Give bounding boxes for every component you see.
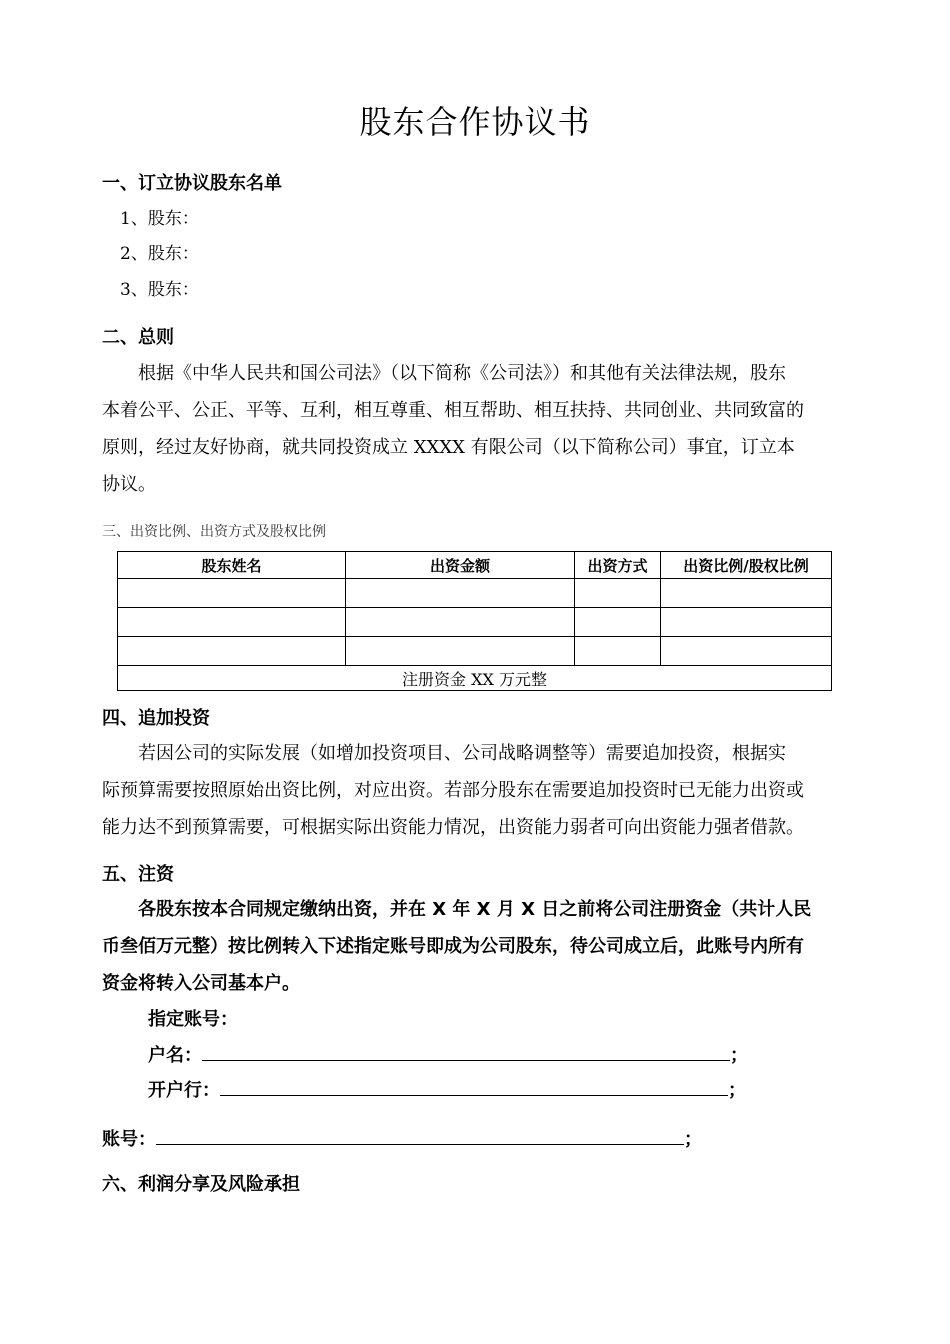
paragraph-line: 本着公平、公正、平等、互利，相互尊重、相互帮助、相互扶持、共同创业、共同致富的 [102, 400, 804, 421]
table-header-row [118, 552, 832, 579]
paragraph-line: 币叁佰万元整）按比例转入下述指定账号即成为公司股东，待公司成立后，此账号内所有 [102, 936, 804, 957]
account-number-row [102, 1125, 702, 1153]
section-2-heading: 二、总则 [102, 327, 174, 348]
paragraph-line: 资金将转入公司基本户。 [102, 973, 300, 994]
bank-blank[interactable] [220, 1076, 728, 1096]
line-end-semicolon: ； [728, 1080, 746, 1101]
paragraph-line: 际预算需要按照原始出资比例，对应出资。若部分股东在需要追加投资时已无能力出资或 [102, 780, 804, 801]
bank-label: 开户行： [148, 1080, 220, 1101]
shareholder-item-2: 2、股东： [120, 244, 199, 264]
table-row [118, 579, 832, 608]
table-cell [118, 637, 346, 666]
table-cell [575, 579, 661, 608]
paragraph-line: 各股东按本合同规定缴纳出资，并在 X 年 X 月 X 日之前将公司注册资金（共计人民 [102, 899, 812, 920]
line-end-semicolon: ； [730, 1045, 748, 1066]
header-contribution-method: 出资方式 [575, 552, 661, 579]
paragraph-line: 根据《中华人民共和国公司法》（以下简称《公司法》）和其他有关法律法规，股东 [102, 363, 786, 384]
line-end-semicolon: ； [684, 1129, 702, 1150]
table-cell [346, 608, 575, 637]
table-cell [661, 637, 832, 666]
account-number-label: 账号： [102, 1129, 156, 1150]
table-cell [346, 579, 575, 608]
section-6-heading: 六、利润分享及风险承担 [102, 1174, 300, 1195]
table-cell [118, 579, 346, 608]
account-name-blank[interactable] [202, 1041, 730, 1061]
general-principles-paragraph [102, 355, 848, 503]
table-cell [661, 579, 832, 608]
table-cell [118, 608, 346, 637]
additional-investment-paragraph [102, 735, 848, 846]
document-title: 股东合作协议书 [359, 103, 591, 141]
account-number-blank[interactable] [156, 1125, 684, 1145]
shareholder-item-1: 1、股东： [120, 209, 199, 229]
section-5-heading: 五、注资 [102, 864, 174, 885]
section-1-heading: 一、订立协议股东名单 [102, 173, 282, 194]
table-cell [575, 608, 661, 637]
table-cell [661, 608, 832, 637]
section-3-heading: 三、出资比例、出资方式及股权比例 [102, 524, 326, 540]
table-row [118, 608, 832, 637]
header-contribution-amount: 出资金额 [346, 552, 575, 579]
shareholder-item-3: 3、股东： [120, 280, 199, 300]
account-name-row [148, 1041, 748, 1069]
paragraph-line: 能力达不到预算需要，可根据实际出资能力情况，出资能力弱者可向出资能力强者借款。 [102, 817, 804, 838]
capital-injection-paragraph [102, 891, 848, 1002]
bank-row [148, 1076, 746, 1104]
section-4-heading: 四、追加投资 [102, 708, 210, 729]
paragraph-line: 原则，经过友好协商，就共同投资成立 XXXX 有限公司（以下简称公司）事宜，订立本 [102, 437, 795, 458]
account-name-label: 户名： [148, 1045, 202, 1066]
table-row [118, 637, 832, 666]
paragraph-line: 协议。 [102, 474, 156, 495]
paragraph-line: 若因公司的实际发展（如增加投资项目、公司战略调整等）需要追加投资，根据实 [102, 743, 786, 764]
header-equity-ratio: 出资比例/股权比例 [661, 552, 832, 579]
registered-capital-total: 注册资金 XX 万元整 [118, 666, 832, 691]
table-total-row [118, 666, 832, 691]
table-cell [346, 637, 575, 666]
table-cell [575, 637, 661, 666]
designated-account-label: 指定账号： [148, 1009, 238, 1030]
capital-contribution-table [117, 551, 832, 691]
header-shareholder-name: 股东姓名 [118, 552, 346, 579]
